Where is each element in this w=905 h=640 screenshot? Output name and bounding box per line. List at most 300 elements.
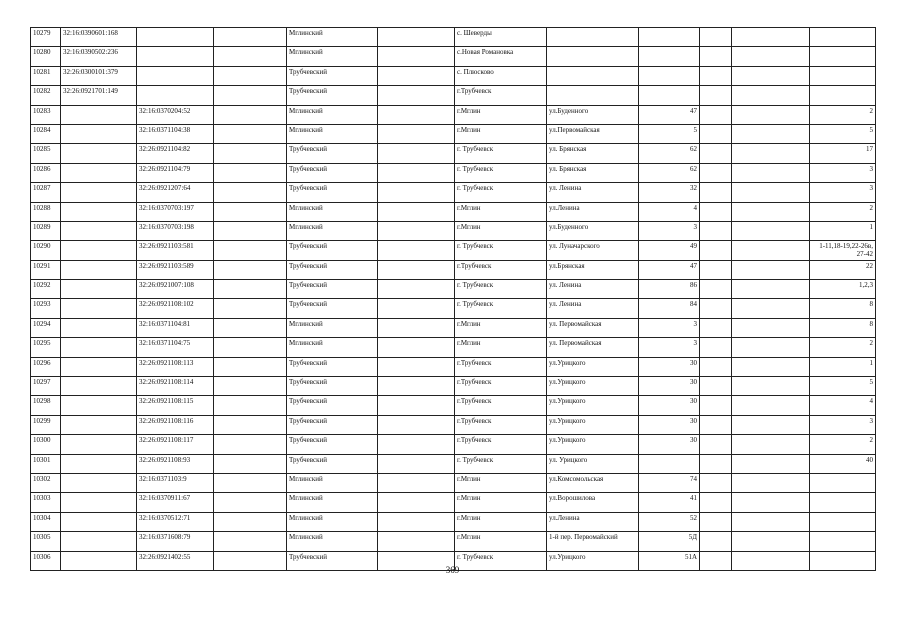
table-cell: 10293 (31, 299, 61, 318)
table-cell (378, 318, 455, 337)
document-page (30, 27, 875, 571)
table-cell: 10281 (31, 66, 61, 85)
table-cell: 8 (810, 318, 876, 337)
table-cell (378, 105, 455, 124)
table-cell (732, 47, 810, 66)
table-cell (137, 47, 214, 66)
table-cell: г. Трубчевск (455, 454, 547, 473)
table-cell (214, 124, 287, 143)
table-cell (547, 28, 639, 47)
table-cell (732, 28, 810, 47)
table-cell: 32:16:0371104:38 (137, 124, 214, 143)
table-cell (378, 280, 455, 299)
table-cell: 3 (639, 318, 700, 337)
table-cell: 41 (639, 493, 700, 512)
table-cell: 10301 (31, 454, 61, 473)
table-cell: ул. Брянская (547, 144, 639, 163)
table-cell: 10282 (31, 86, 61, 105)
table-cell: 32:16:0370911:67 (137, 493, 214, 512)
table-cell: 32:26:0921108:113 (137, 357, 214, 376)
table-cell (732, 241, 810, 260)
table-row (31, 280, 876, 299)
table-cell: с.Новая Романовка (455, 47, 547, 66)
table-cell (732, 86, 810, 105)
table-cell (61, 124, 137, 143)
table-cell (810, 28, 876, 47)
table-cell: 1,2,3 (810, 280, 876, 299)
table-cell: 51А (639, 551, 700, 570)
table-cell (61, 493, 137, 512)
table-cell (214, 532, 287, 551)
table-cell: 5 (810, 377, 876, 396)
table-cell: г.Трубчевск (455, 435, 547, 454)
table-cell (700, 241, 732, 260)
table-cell (732, 454, 810, 473)
table-cell (214, 280, 287, 299)
table-cell (378, 357, 455, 376)
table-cell: 10302 (31, 473, 61, 492)
table-cell: 49 (639, 241, 700, 260)
table-cell: 32:26:0921007:108 (137, 280, 214, 299)
table-cell: Мглинский (287, 338, 378, 357)
table-cell: 10280 (31, 47, 61, 66)
table-cell (810, 532, 876, 551)
table-cell: г.Трубчевск (455, 86, 547, 105)
table-cell: Трубчевский (287, 415, 378, 434)
table-cell: 3 (639, 221, 700, 240)
table-cell (732, 66, 810, 85)
table-row (31, 435, 876, 454)
table-cell (810, 512, 876, 531)
table-cell: Трубчевский (287, 144, 378, 163)
table-cell: с. Плюсково (455, 66, 547, 85)
table-cell: Трубчевский (287, 357, 378, 376)
table-cell: 10287 (31, 183, 61, 202)
table-cell (732, 357, 810, 376)
table-cell: 10304 (31, 512, 61, 531)
table-cell: Мглинский (287, 493, 378, 512)
table-cell: 1-11,18-19,22-26в, 27-42 (810, 241, 876, 260)
table-cell: 5 (810, 124, 876, 143)
table-cell: Мглинский (287, 28, 378, 47)
table-cell: ул.Буденного (547, 105, 639, 124)
table-cell: 74 (639, 473, 700, 492)
table-cell (732, 338, 810, 357)
table-row (31, 221, 876, 240)
table-cell (378, 144, 455, 163)
table-cell: ул. Первомайская (547, 338, 639, 357)
table-cell: 10306 (31, 551, 61, 570)
table-cell: Трубчевский (287, 241, 378, 260)
table-cell (732, 124, 810, 143)
table-cell (700, 512, 732, 531)
table-cell: 32:16:0371104:75 (137, 338, 214, 357)
table-cell (700, 318, 732, 337)
table-cell: Трубчевский (287, 280, 378, 299)
table-cell (61, 183, 137, 202)
table-cell (732, 512, 810, 531)
table-row (31, 357, 876, 376)
table-cell (214, 28, 287, 47)
table-cell: Трубчевский (287, 66, 378, 85)
table-cell (378, 163, 455, 182)
table-cell: 32:26:0921207:64 (137, 183, 214, 202)
table-cell (378, 415, 455, 434)
table-cell: 10283 (31, 105, 61, 124)
table-cell: Трубчевский (287, 163, 378, 182)
table-cell: г. Трубчевск (455, 280, 547, 299)
table-cell: 17 (810, 144, 876, 163)
table-cell (732, 396, 810, 415)
table-cell: ул.Первомайская (547, 124, 639, 143)
table-cell: 4 (810, 396, 876, 415)
registry-table (30, 27, 876, 571)
table-cell (700, 221, 732, 240)
table-cell (700, 144, 732, 163)
table-cell: 32:16:0390601:168 (61, 28, 137, 47)
table-cell: 10279 (31, 28, 61, 47)
table-cell (639, 86, 700, 105)
table-cell: г.Мглин (455, 532, 547, 551)
table-cell: Мглинский (287, 473, 378, 492)
table-body (31, 28, 876, 571)
table-row (31, 144, 876, 163)
table-cell (214, 144, 287, 163)
table-row (31, 512, 876, 531)
table-cell (61, 357, 137, 376)
table-cell (61, 105, 137, 124)
table-cell (61, 396, 137, 415)
table-cell: ул.Урицкого (547, 357, 639, 376)
table-cell (214, 260, 287, 279)
table-cell (700, 493, 732, 512)
table-cell (61, 377, 137, 396)
table-cell (700, 532, 732, 551)
table-cell: г.Трубчевск (455, 415, 547, 434)
table-cell: 10288 (31, 202, 61, 221)
table-row (31, 86, 876, 105)
table-cell (214, 512, 287, 531)
table-cell: Трубчевский (287, 377, 378, 396)
table-cell: 10285 (31, 144, 61, 163)
table-cell (700, 105, 732, 124)
table-cell (378, 260, 455, 279)
table-cell: ул.Ленина (547, 202, 639, 221)
table-cell: 10296 (31, 357, 61, 376)
table-cell: 5Д (639, 532, 700, 551)
table-cell (732, 493, 810, 512)
table-cell (378, 435, 455, 454)
table-cell (61, 260, 137, 279)
table-cell: 32:16:0370703:198 (137, 221, 214, 240)
table-cell: ул.Урицкого (547, 396, 639, 415)
table-cell: Трубчевский (287, 260, 378, 279)
table-cell: 32:26:0921108:102 (137, 299, 214, 318)
table-cell (810, 66, 876, 85)
table-cell: 32:26:0921108:115 (137, 396, 214, 415)
table-cell: г.Мглин (455, 493, 547, 512)
table-cell (214, 435, 287, 454)
table-cell: 32:16:0390502:236 (61, 47, 137, 66)
table-row (31, 454, 876, 473)
table-cell (700, 454, 732, 473)
table-cell (810, 86, 876, 105)
table-row (31, 318, 876, 337)
table-cell (214, 163, 287, 182)
table-cell (700, 299, 732, 318)
table-cell: 32:16:0371104:81 (137, 318, 214, 337)
table-row (31, 124, 876, 143)
table-cell (700, 86, 732, 105)
table-cell: ул.Буденного (547, 221, 639, 240)
table-cell (378, 377, 455, 396)
table-cell: ул.Брянская (547, 260, 639, 279)
table-cell (700, 47, 732, 66)
table-cell: г.Трубчевск (455, 377, 547, 396)
table-cell (700, 473, 732, 492)
table-cell (700, 435, 732, 454)
table-cell: Мглинский (287, 512, 378, 531)
table-cell (810, 47, 876, 66)
table-cell (214, 105, 287, 124)
table-cell: 3 (810, 415, 876, 434)
table-cell: 10284 (31, 124, 61, 143)
table-row (31, 105, 876, 124)
table-cell: 32:26:0921402:55 (137, 551, 214, 570)
table-cell (378, 66, 455, 85)
table-cell (137, 66, 214, 85)
table-cell: 5 (639, 124, 700, 143)
table-row (31, 396, 876, 415)
table-cell (639, 66, 700, 85)
table-cell (378, 512, 455, 531)
table-cell (732, 260, 810, 279)
table-cell: г. Трубчевск (455, 551, 547, 570)
table-cell: Мглинский (287, 105, 378, 124)
table-cell (378, 86, 455, 105)
table-cell: Мглинский (287, 202, 378, 221)
table-cell: Мглинский (287, 318, 378, 337)
table-cell: г.Трубчевск (455, 357, 547, 376)
table-cell (214, 338, 287, 357)
table-cell: ул. Ленина (547, 183, 639, 202)
table-cell: 3 (810, 163, 876, 182)
table-cell: 10303 (31, 493, 61, 512)
table-cell (214, 183, 287, 202)
table-cell: 1-й пер. Первомайский (547, 532, 639, 551)
table-row (31, 338, 876, 357)
table-cell (378, 183, 455, 202)
table-cell: ул. Луначарского (547, 241, 639, 260)
table-cell: 10299 (31, 415, 61, 434)
table-cell: 52 (639, 512, 700, 531)
table-cell (378, 124, 455, 143)
table-cell (378, 28, 455, 47)
table-cell: 32:26:0921104:82 (137, 144, 214, 163)
table-cell: г. Трубчевск (455, 299, 547, 318)
table-cell: ул. Ленина (547, 280, 639, 299)
table-cell: 10298 (31, 396, 61, 415)
table-cell: Трубчевский (287, 299, 378, 318)
table-cell (378, 47, 455, 66)
table-cell: 32:16:0370512:71 (137, 512, 214, 531)
table-cell: 84 (639, 299, 700, 318)
table-cell (700, 357, 732, 376)
table-cell: 47 (639, 105, 700, 124)
table-cell: г.Мглин (455, 473, 547, 492)
table-cell (61, 144, 137, 163)
table-cell (214, 66, 287, 85)
table-cell (639, 454, 700, 473)
table-cell: 32:16:0370703:197 (137, 202, 214, 221)
table-cell: 32 (639, 183, 700, 202)
table-cell (378, 396, 455, 415)
table-cell: 62 (639, 144, 700, 163)
table-cell (61, 532, 137, 551)
table-row (31, 241, 876, 260)
table-cell (547, 66, 639, 85)
table-cell (137, 86, 214, 105)
table-cell: ул.Урицкого (547, 415, 639, 434)
table-cell (378, 202, 455, 221)
table-cell (732, 318, 810, 337)
table-row (31, 377, 876, 396)
table-cell (214, 415, 287, 434)
table-cell (732, 299, 810, 318)
table-row (31, 473, 876, 492)
table-cell: ул.Урицкого (547, 435, 639, 454)
table-cell: 2 (810, 202, 876, 221)
table-cell (732, 415, 810, 434)
table-cell: 32:26:0921108:117 (137, 435, 214, 454)
table-cell (639, 28, 700, 47)
table-cell: 30 (639, 377, 700, 396)
table-cell: г. Трубчевск (455, 183, 547, 202)
table-cell: 30 (639, 435, 700, 454)
table-cell (700, 338, 732, 357)
table-cell (378, 241, 455, 260)
table-cell: Мглинский (287, 47, 378, 66)
table-cell: 8 (810, 299, 876, 318)
table-cell: 32:26:0921108:116 (137, 415, 214, 434)
table-row (31, 299, 876, 318)
table-cell (547, 86, 639, 105)
table-cell: 3 (810, 183, 876, 202)
table-cell: ул. Ленина (547, 299, 639, 318)
table-cell: 32:26:0921701:149 (61, 86, 137, 105)
table-cell: г.Трубчевск (455, 260, 547, 279)
table-cell (700, 396, 732, 415)
table-cell: ул.Ворошилова (547, 493, 639, 512)
table-cell (61, 202, 137, 221)
table-cell: Мглинский (287, 221, 378, 240)
table-cell (732, 532, 810, 551)
table-cell (214, 202, 287, 221)
table-cell (732, 435, 810, 454)
table-cell (378, 454, 455, 473)
table-cell: г.Мглин (455, 338, 547, 357)
table-cell (61, 435, 137, 454)
table-row (31, 47, 876, 66)
table-cell: г. Трубчевск (455, 163, 547, 182)
table-row (31, 163, 876, 182)
table-cell: 10294 (31, 318, 61, 337)
table-cell: г.Трубчевск (455, 396, 547, 415)
table-cell: Мглинский (287, 532, 378, 551)
table-cell (214, 299, 287, 318)
table-cell: 32:16:0371103:9 (137, 473, 214, 492)
table-cell (700, 124, 732, 143)
table-cell (732, 377, 810, 396)
table-row (31, 66, 876, 85)
table-cell (61, 318, 137, 337)
table-cell: Трубчевский (287, 454, 378, 473)
table-cell: ул. Урицкого (547, 454, 639, 473)
table-cell (378, 532, 455, 551)
table-cell (61, 415, 137, 434)
table-cell: 10286 (31, 163, 61, 182)
table-cell: 2 (810, 105, 876, 124)
table-cell (61, 473, 137, 492)
table-cell: ул.Ленина (547, 512, 639, 531)
table-cell: 32:26:0921103:589 (137, 260, 214, 279)
table-cell: 47 (639, 260, 700, 279)
table-cell (732, 183, 810, 202)
table-cell (700, 163, 732, 182)
page-number: 369 (445, 565, 460, 575)
table-cell: ул.Комсомольская (547, 473, 639, 492)
table-cell: Трубчевский (287, 183, 378, 202)
table-cell: 32:26:0921108:114 (137, 377, 214, 396)
table-cell: 30 (639, 396, 700, 415)
table-cell (700, 260, 732, 279)
table-cell: 10290 (31, 241, 61, 260)
table-cell (547, 47, 639, 66)
table-cell: г.Мглин (455, 202, 547, 221)
table-cell (214, 473, 287, 492)
table-row (31, 493, 876, 512)
table-row (31, 415, 876, 434)
table-cell (61, 338, 137, 357)
table-cell: 22 (810, 260, 876, 279)
table-cell (378, 221, 455, 240)
table-cell: 40 (810, 454, 876, 473)
table-cell: 2 (810, 435, 876, 454)
table-cell (61, 454, 137, 473)
table-cell (214, 357, 287, 376)
table-cell (378, 473, 455, 492)
table-cell: 32:26:0921104:79 (137, 163, 214, 182)
table-cell (810, 493, 876, 512)
table-row (31, 532, 876, 551)
table-cell: 10292 (31, 280, 61, 299)
table-cell: 32:26:0300101:379 (61, 66, 137, 85)
table-cell (732, 163, 810, 182)
table-cell: Трубчевский (287, 86, 378, 105)
table-cell: Трубчевский (287, 435, 378, 454)
table-cell: 10297 (31, 377, 61, 396)
table-cell: 86 (639, 280, 700, 299)
table-cell (700, 377, 732, 396)
table-cell (61, 299, 137, 318)
table-cell (214, 318, 287, 337)
table-cell (214, 454, 287, 473)
table-cell (700, 28, 732, 47)
table-cell (732, 144, 810, 163)
table-cell: ул.Урицкого (547, 377, 639, 396)
table-cell (137, 28, 214, 47)
table-cell (61, 241, 137, 260)
